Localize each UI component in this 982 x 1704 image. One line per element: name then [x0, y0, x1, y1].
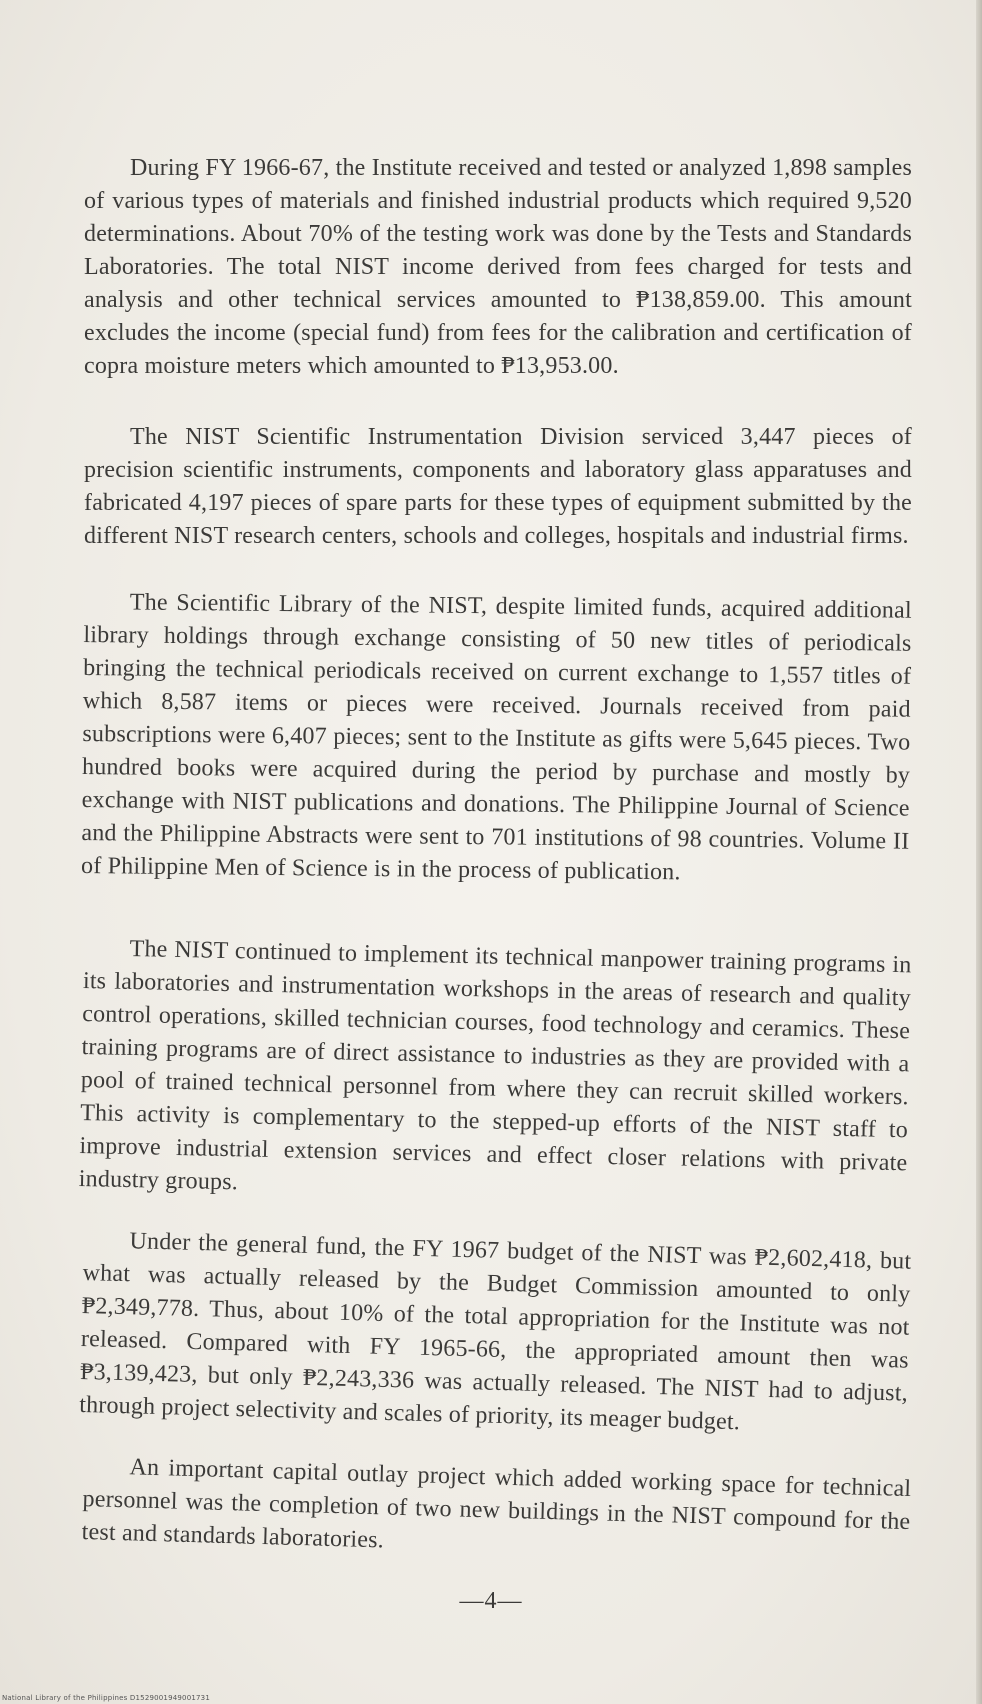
- paragraph-instrumentation: [84, 421, 912, 553]
- paragraph-budget: [79, 1224, 912, 1444]
- paragraph-training: [78, 932, 911, 1213]
- paragraph-text: Under the general fund, the FY 1967 budget of the NIST was ₱2,602,418, but what was actually released by the Budget Commission amounted to only ₱2,349,778. Thus, about 10% of the total appropriation for the Institute was not released. Compared with FY 1965-66, the appropriated amount then was ₱3,139,423, but only ₱2,243,336 was actually released. The NIST had to adjust, through project selectivity and scales of priority, its meager budget.: [78, 1228, 912, 1436]
- page-number: —4—: [459, 1588, 523, 1614]
- archive-stamp: National Library of the Philippines D1529001949001731: [2, 1694, 210, 1702]
- paragraph-testing: [84, 152, 912, 383]
- paragraph-text: During FY 1966-67, the Institute received and tested or analyzed 1,898 samples of various types of materials and finished industrial products which required 9,520 determinations. About 70% of the testing work was done by the Tests and Standards Laboratories. The total NIST income derived from fees charged for tests and analysis and other technical services amounted to ₱138,859.00. This amount excludes the income (special fund) from fees for the calibration and certification of copra moisture meters which amounted to ₱13,953.00.: [84, 155, 912, 379]
- paragraph-text: An important capital outlay project which added working space for technical personnel was the completion of two new buildings in the NIST compound for the test and standards laboratories.: [81, 1454, 912, 1554]
- paragraph-text: The Scientific Library of the NIST, despite limited funds, acquired additional library holdings through exchange consisting of 50 new titles of periodicals bringing the technical periodicals received on current exchange to 1,557 titles of which 8,587 items or pieces were received. Journals received from paid subscriptions were 6,407 pieces; sent to the Institute as gifts were 5,645 pieces. Two hundred books were acquired during the period by purchase and mostly by exchange with NIST publications and donations. The Philippine Journal of Science and the Philippine Abstracts were sent to 701 institutions of 98 countries. Volume II of Philippine Men of Science is in the process of publication.: [80, 589, 912, 886]
- paragraph-capital-outlay: [81, 1450, 911, 1572]
- paragraph-text: The NIST continued to implement its technical manpower training programs in its laboratories and instrumentation workshops in the areas of research and quality control operations, skilled technician courses, food technology and ceramics. These training programs are of direct assistance to industries as they are provided with a pool of trained technical personnel from where they can recruit skilled workers. This activity is complementary to the stepped-up efforts of the NIST staff to improve industrial extension services and effect closer relations with private industry groups.: [78, 935, 912, 1196]
- paragraph-library: [81, 586, 912, 892]
- page-edge: [976, 0, 982, 1704]
- paragraph-text: The NIST Scientific Instrumentation Division serviced 3,447 pieces of precision scientific instruments, components and laboratory glass apparatuses and fabricated 4,197 pieces of spare parts for these types of equipment submitted by the different NIST research centers, schools and colleges, hospitals and industrial firms.: [84, 424, 912, 549]
